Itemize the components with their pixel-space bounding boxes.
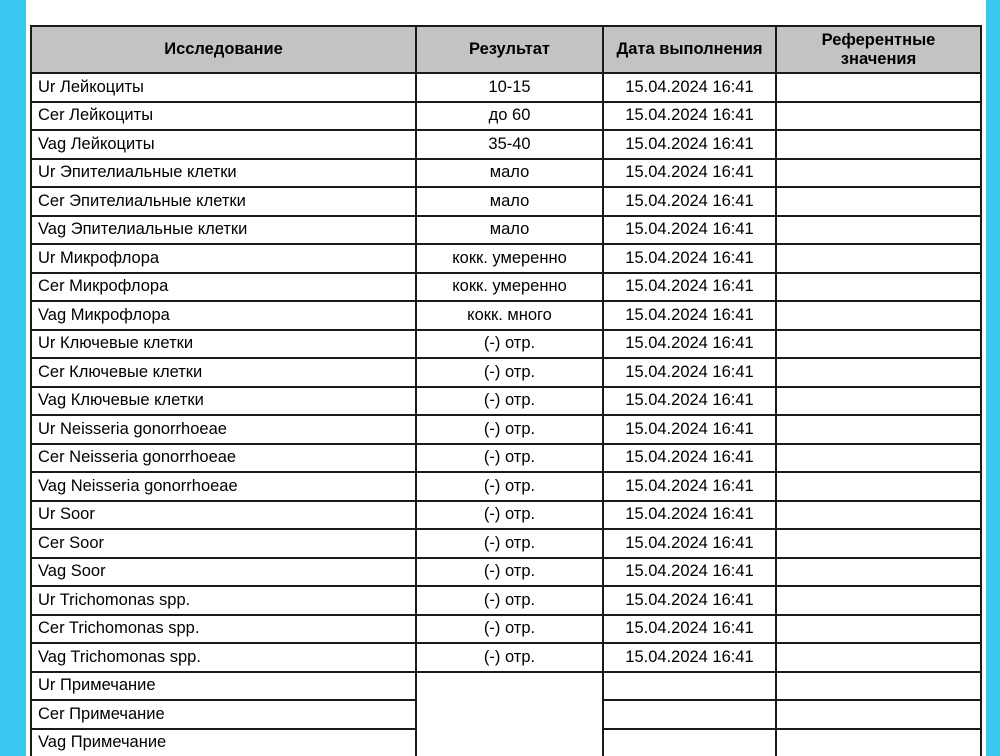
cell-reference-values (776, 529, 981, 558)
cell-reference-values (776, 672, 981, 701)
cell-study: Cer Эпителиальные клетки (31, 187, 416, 216)
table-row (31, 643, 981, 672)
cell-study: Ur Trichomonas spp. (31, 586, 416, 615)
cell-study: Vag Ключевые клетки (31, 387, 416, 416)
cell-date: 15.04.2024 16:41 (603, 415, 776, 444)
cell-date: 15.04.2024 16:41 (603, 615, 776, 644)
cell-reference-values (776, 643, 981, 672)
cell-date: 15.04.2024 16:41 (603, 187, 776, 216)
cell-result: (-) отр. (416, 615, 603, 644)
cell-result: кокк. много (416, 301, 603, 330)
cell-date (603, 672, 776, 701)
column-header-result: Результат (416, 26, 603, 73)
table-row (31, 102, 981, 131)
cell-study: Vag Эпителиальные клетки (31, 216, 416, 245)
column-header-date: Дата выполнения (603, 26, 776, 73)
table-row (31, 244, 981, 273)
cell-study: Cer Лейкоциты (31, 102, 416, 131)
table-row (31, 472, 981, 501)
table-row (31, 387, 981, 416)
cell-result: мало (416, 159, 603, 188)
cell-study: Ur Микрофлора (31, 244, 416, 273)
cell-date: 15.04.2024 16:41 (603, 358, 776, 387)
column-header-reference-values: Референтные значения (776, 26, 981, 73)
lab-results-table (30, 25, 982, 756)
cell-result: (-) отр. (416, 586, 603, 615)
cell-reference-values (776, 558, 981, 587)
table-row (31, 586, 981, 615)
cell-reference-values (776, 130, 981, 159)
column-header-study: Исследование (31, 26, 416, 73)
table-row (31, 330, 981, 359)
table-row (31, 672, 981, 701)
cell-reference-values (776, 159, 981, 188)
cell-reference-values (776, 501, 981, 530)
table-row (31, 444, 981, 473)
cell-result: до 60 (416, 102, 603, 131)
cell-date: 15.04.2024 16:41 (603, 273, 776, 302)
cell-study: Cer Soor (31, 529, 416, 558)
cell-study: Cer Ключевые клетки (31, 358, 416, 387)
cell-result: (-) отр. (416, 330, 603, 359)
cell-study: Cer Neisseria gonorrhoeae (31, 444, 416, 473)
cell-reference-values (776, 187, 981, 216)
cell-study: Ur Эпителиальные клетки (31, 159, 416, 188)
cell-result: (-) отр. (416, 358, 603, 387)
cell-result: (-) отр. (416, 472, 603, 501)
cell-reference-values (776, 358, 981, 387)
table-row (31, 187, 981, 216)
cell-study: Vag Trichomonas spp. (31, 643, 416, 672)
cell-date (603, 729, 776, 756)
cell-study: Ur Soor (31, 501, 416, 530)
cell-date: 15.04.2024 16:41 (603, 472, 776, 501)
cell-reference-values (776, 615, 981, 644)
cell-reference-values (776, 273, 981, 302)
table-row (31, 159, 981, 188)
cell-reference-values (776, 444, 981, 473)
cell-date: 15.04.2024 16:41 (603, 216, 776, 245)
cell-result: (-) отр. (416, 501, 603, 530)
cell-study: Cer Trichomonas spp. (31, 615, 416, 644)
cell-result: мало (416, 216, 603, 245)
table-body (31, 73, 981, 756)
cell-reference-values (776, 216, 981, 245)
cell-result: (-) отр. (416, 529, 603, 558)
cell-reference-values (776, 330, 981, 359)
cell-date: 15.04.2024 16:41 (603, 444, 776, 473)
cell-date: 15.04.2024 16:41 (603, 387, 776, 416)
table-row (31, 216, 981, 245)
cell-reference-values (776, 387, 981, 416)
cell-study: Ur Примечание (31, 672, 416, 701)
cell-result: 10-15 (416, 73, 603, 102)
cell-date: 15.04.2024 16:41 (603, 501, 776, 530)
cell-reference-values (776, 415, 981, 444)
table-header-row (31, 26, 981, 73)
table-row (31, 273, 981, 302)
cell-study: Vag Микрофлора (31, 301, 416, 330)
cell-study: Vag Лейкоциты (31, 130, 416, 159)
table-row (31, 73, 981, 102)
cell-study: Ur Neisseria gonorrhoeae (31, 415, 416, 444)
cell-study: Vag Soor (31, 558, 416, 587)
cell-result: (-) отр. (416, 387, 603, 416)
cell-date: 15.04.2024 16:41 (603, 301, 776, 330)
cell-result: (-) отр. (416, 415, 603, 444)
cell-study: Vag Примечание (31, 729, 416, 756)
cell-study: Ur Лейкоциты (31, 73, 416, 102)
cell-reference-values (776, 472, 981, 501)
cell-date: 15.04.2024 16:41 (603, 643, 776, 672)
table-row (31, 615, 981, 644)
table-row (31, 529, 981, 558)
cell-date (603, 700, 776, 729)
cell-result: кокк. умеренно (416, 273, 603, 302)
table-row (31, 558, 981, 587)
cell-date: 15.04.2024 16:41 (603, 73, 776, 102)
table-row (31, 301, 981, 330)
cell-reference-values (776, 700, 981, 729)
cell-result: мало (416, 187, 603, 216)
table-row (31, 415, 981, 444)
cell-reference-values (776, 729, 981, 756)
cell-result-merged-empty (416, 672, 603, 756)
table-row (31, 501, 981, 530)
table-header (31, 26, 981, 73)
cell-result: (-) отр. (416, 444, 603, 473)
document-page (26, 0, 986, 756)
cell-result: (-) отр. (416, 643, 603, 672)
table-row (31, 130, 981, 159)
cell-reference-values (776, 102, 981, 131)
cell-reference-values (776, 301, 981, 330)
cell-study: Cer Примечание (31, 700, 416, 729)
cell-reference-values (776, 73, 981, 102)
cell-date: 15.04.2024 16:41 (603, 558, 776, 587)
cell-result: 35-40 (416, 130, 603, 159)
cell-date: 15.04.2024 16:41 (603, 102, 776, 131)
cell-study: Cer Микрофлора (31, 273, 416, 302)
cell-study: Vag Neisseria gonorrhoeae (31, 472, 416, 501)
cell-result: (-) отр. (416, 558, 603, 587)
cell-date: 15.04.2024 16:41 (603, 529, 776, 558)
cell-reference-values (776, 244, 981, 273)
cell-result: кокк. умеренно (416, 244, 603, 273)
cell-date: 15.04.2024 16:41 (603, 244, 776, 273)
cell-date: 15.04.2024 16:41 (603, 159, 776, 188)
table-row (31, 358, 981, 387)
cell-date: 15.04.2024 16:41 (603, 330, 776, 359)
cell-date: 15.04.2024 16:41 (603, 130, 776, 159)
cell-study: Ur Ключевые клетки (31, 330, 416, 359)
cell-reference-values (776, 586, 981, 615)
cell-date: 15.04.2024 16:41 (603, 586, 776, 615)
